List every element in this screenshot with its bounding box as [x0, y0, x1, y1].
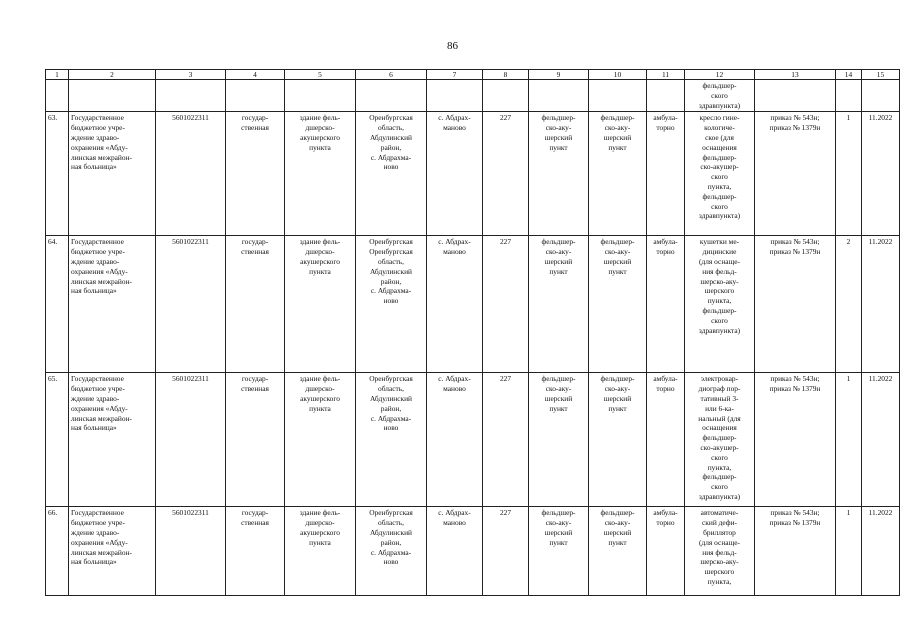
continuation-row: [46, 80, 900, 112]
equipment-name: автоматиче- ский дефи- бриллятор (для оснаще- ния фельд- шерско-аку- шерского пункта,: [685, 507, 755, 596]
equipment-table: [45, 69, 900, 596]
row-number: 65.: [46, 373, 69, 507]
ownership-type: государ- ственная: [226, 507, 285, 596]
row-number: 64.: [46, 236, 69, 373]
header-cell: 11: [647, 70, 685, 80]
locality: с. Абдрах- маново: [427, 507, 483, 596]
date: 11.2022: [862, 112, 900, 236]
inn-code: 5601022311: [156, 373, 226, 507]
header-cell: 3: [156, 70, 226, 80]
care-mode: амбула- торно: [647, 507, 685, 596]
header-cell: 7: [427, 70, 483, 80]
facility-type: фельдшер- ско-аку- шерский пункт: [589, 236, 647, 373]
equipment-name: кресло гине- кологиче- ское (для оснащения фельдшер- ско-акушер- ского пункта, фельдшер- ского здравпункта): [685, 112, 755, 236]
order-reference: приказ № 543н; приказ № 1379н: [755, 373, 836, 507]
locality: с. Абдрах- маново: [427, 236, 483, 373]
inn-code: 5601022311: [156, 236, 226, 373]
continuation-text: фельдшер- ского здравпункта): [685, 80, 755, 112]
header-cell: 10: [589, 70, 647, 80]
code-col8: 227: [483, 112, 529, 236]
order-reference: приказ № 543н; приказ № 1379н: [755, 112, 836, 236]
inn-code: 5601022311: [156, 507, 226, 596]
header-cell: 14: [836, 70, 862, 80]
building-type: здание фель- дшерско- акушерского пункта: [285, 236, 356, 373]
row-number: 66.: [46, 507, 69, 596]
date: 11.2022: [862, 373, 900, 507]
address: Оренбургская область, Абдулинский район, с. Абдрахма- ново: [356, 112, 427, 236]
care-mode: амбула- торно: [647, 112, 685, 236]
table-row: [46, 373, 900, 507]
facility-type: фельдшер- ско-аку- шерский пункт: [589, 112, 647, 236]
order-reference: приказ № 543н; приказ № 1379н: [755, 507, 836, 596]
care-mode: амбула- торно: [647, 236, 685, 373]
ownership-type: государ- ственная: [226, 373, 285, 507]
care-mode: амбула- торно: [647, 373, 685, 507]
code-col8: 227: [483, 236, 529, 373]
header-cell: 1: [46, 70, 69, 80]
quantity: 2: [836, 236, 862, 373]
page-number: 86: [447, 40, 458, 52]
equipment-name: электрокар- диограф пор- тативный 3- или 6-ка- нальный (для оснащения фельдшер- ско-акушер- ского пункта, фельдшер- ского здравпункта): [685, 373, 755, 507]
facility-type: фельдшер- ско-аку- шерский пункт: [529, 112, 589, 236]
facility-type: фельдшер- ско-аку- шерский пункт: [589, 507, 647, 596]
facility-type: фельдшер- ско-аку- шерский пункт: [529, 236, 589, 373]
equipment-name: кушетки ме- дицинские (для оснаще- ния фельд- шерско-аку- шерского пункта, фельдшер- ского здравпункта): [685, 236, 755, 373]
table-row: [46, 236, 900, 373]
header-cell: 4: [226, 70, 285, 80]
header-cell: 5: [285, 70, 356, 80]
code-col8: 227: [483, 373, 529, 507]
date: 11.2022: [862, 236, 900, 373]
header-cell: 8: [483, 70, 529, 80]
building-type: здание фель- дшерско- акушерского пункта: [285, 507, 356, 596]
header-cell: 15: [862, 70, 900, 80]
table-row: [46, 507, 900, 596]
ownership-type: государ- ственная: [226, 112, 285, 236]
header-cell: 13: [755, 70, 836, 80]
header-cell: 2: [69, 70, 156, 80]
header-cell: 9: [529, 70, 589, 80]
facility-type: фельдшер- ско-аку- шерский пункт: [529, 507, 589, 596]
organization-name: Государственное бюджетное учре- ждение здраво- охранения «Абду- линская межрайон- ная больница»: [69, 507, 156, 596]
code-col8: 227: [483, 507, 529, 596]
organization-name: Государственное бюджетное учре- ждение здраво- охранения «Абду- линская межрайон- ная больница»: [69, 236, 156, 373]
quantity: 1: [836, 373, 862, 507]
organization-name: Государственное бюджетное учре- ждение здраво- охранения «Абду- линская межрайон- ная больница»: [69, 373, 156, 507]
quantity: 1: [836, 507, 862, 596]
quantity: 1: [836, 112, 862, 236]
header-cell: 12: [685, 70, 755, 80]
organization-name: Государственное бюджетное учре- ждение здраво- охранения «Абду- линская межрайон- ная больница»: [69, 112, 156, 236]
facility-type: фельдшер- ско-аку- шерский пункт: [589, 373, 647, 507]
locality: с. Абдрах- маново: [427, 112, 483, 236]
header-row: [46, 70, 900, 80]
facility-type: фельдшер- ско-аку- шерский пункт: [529, 373, 589, 507]
order-reference: приказ № 543н; приказ № 1379н: [755, 236, 836, 373]
building-type: здание фель- дшерско- акушерского пункта: [285, 112, 356, 236]
row-number: 63.: [46, 112, 69, 236]
date: 11.2022: [862, 507, 900, 596]
address: Оренбургская область, Абдулинский район, с. Абдрахма- ново: [356, 373, 427, 507]
inn-code: 5601022311: [156, 112, 226, 236]
address: Оренбургская Оренбургская область, Абдулинский район, с. Абдрахма- ново: [356, 236, 427, 373]
header-cell: 6: [356, 70, 427, 80]
locality: с. Абдрах- маново: [427, 373, 483, 507]
table-row: [46, 112, 900, 236]
ownership-type: государ- ственная: [226, 236, 285, 373]
address: Оренбургская область, Абдулинский район, с. Абдрахма- ново: [356, 507, 427, 596]
building-type: здание фель- дшерско- акушерского пункта: [285, 373, 356, 507]
